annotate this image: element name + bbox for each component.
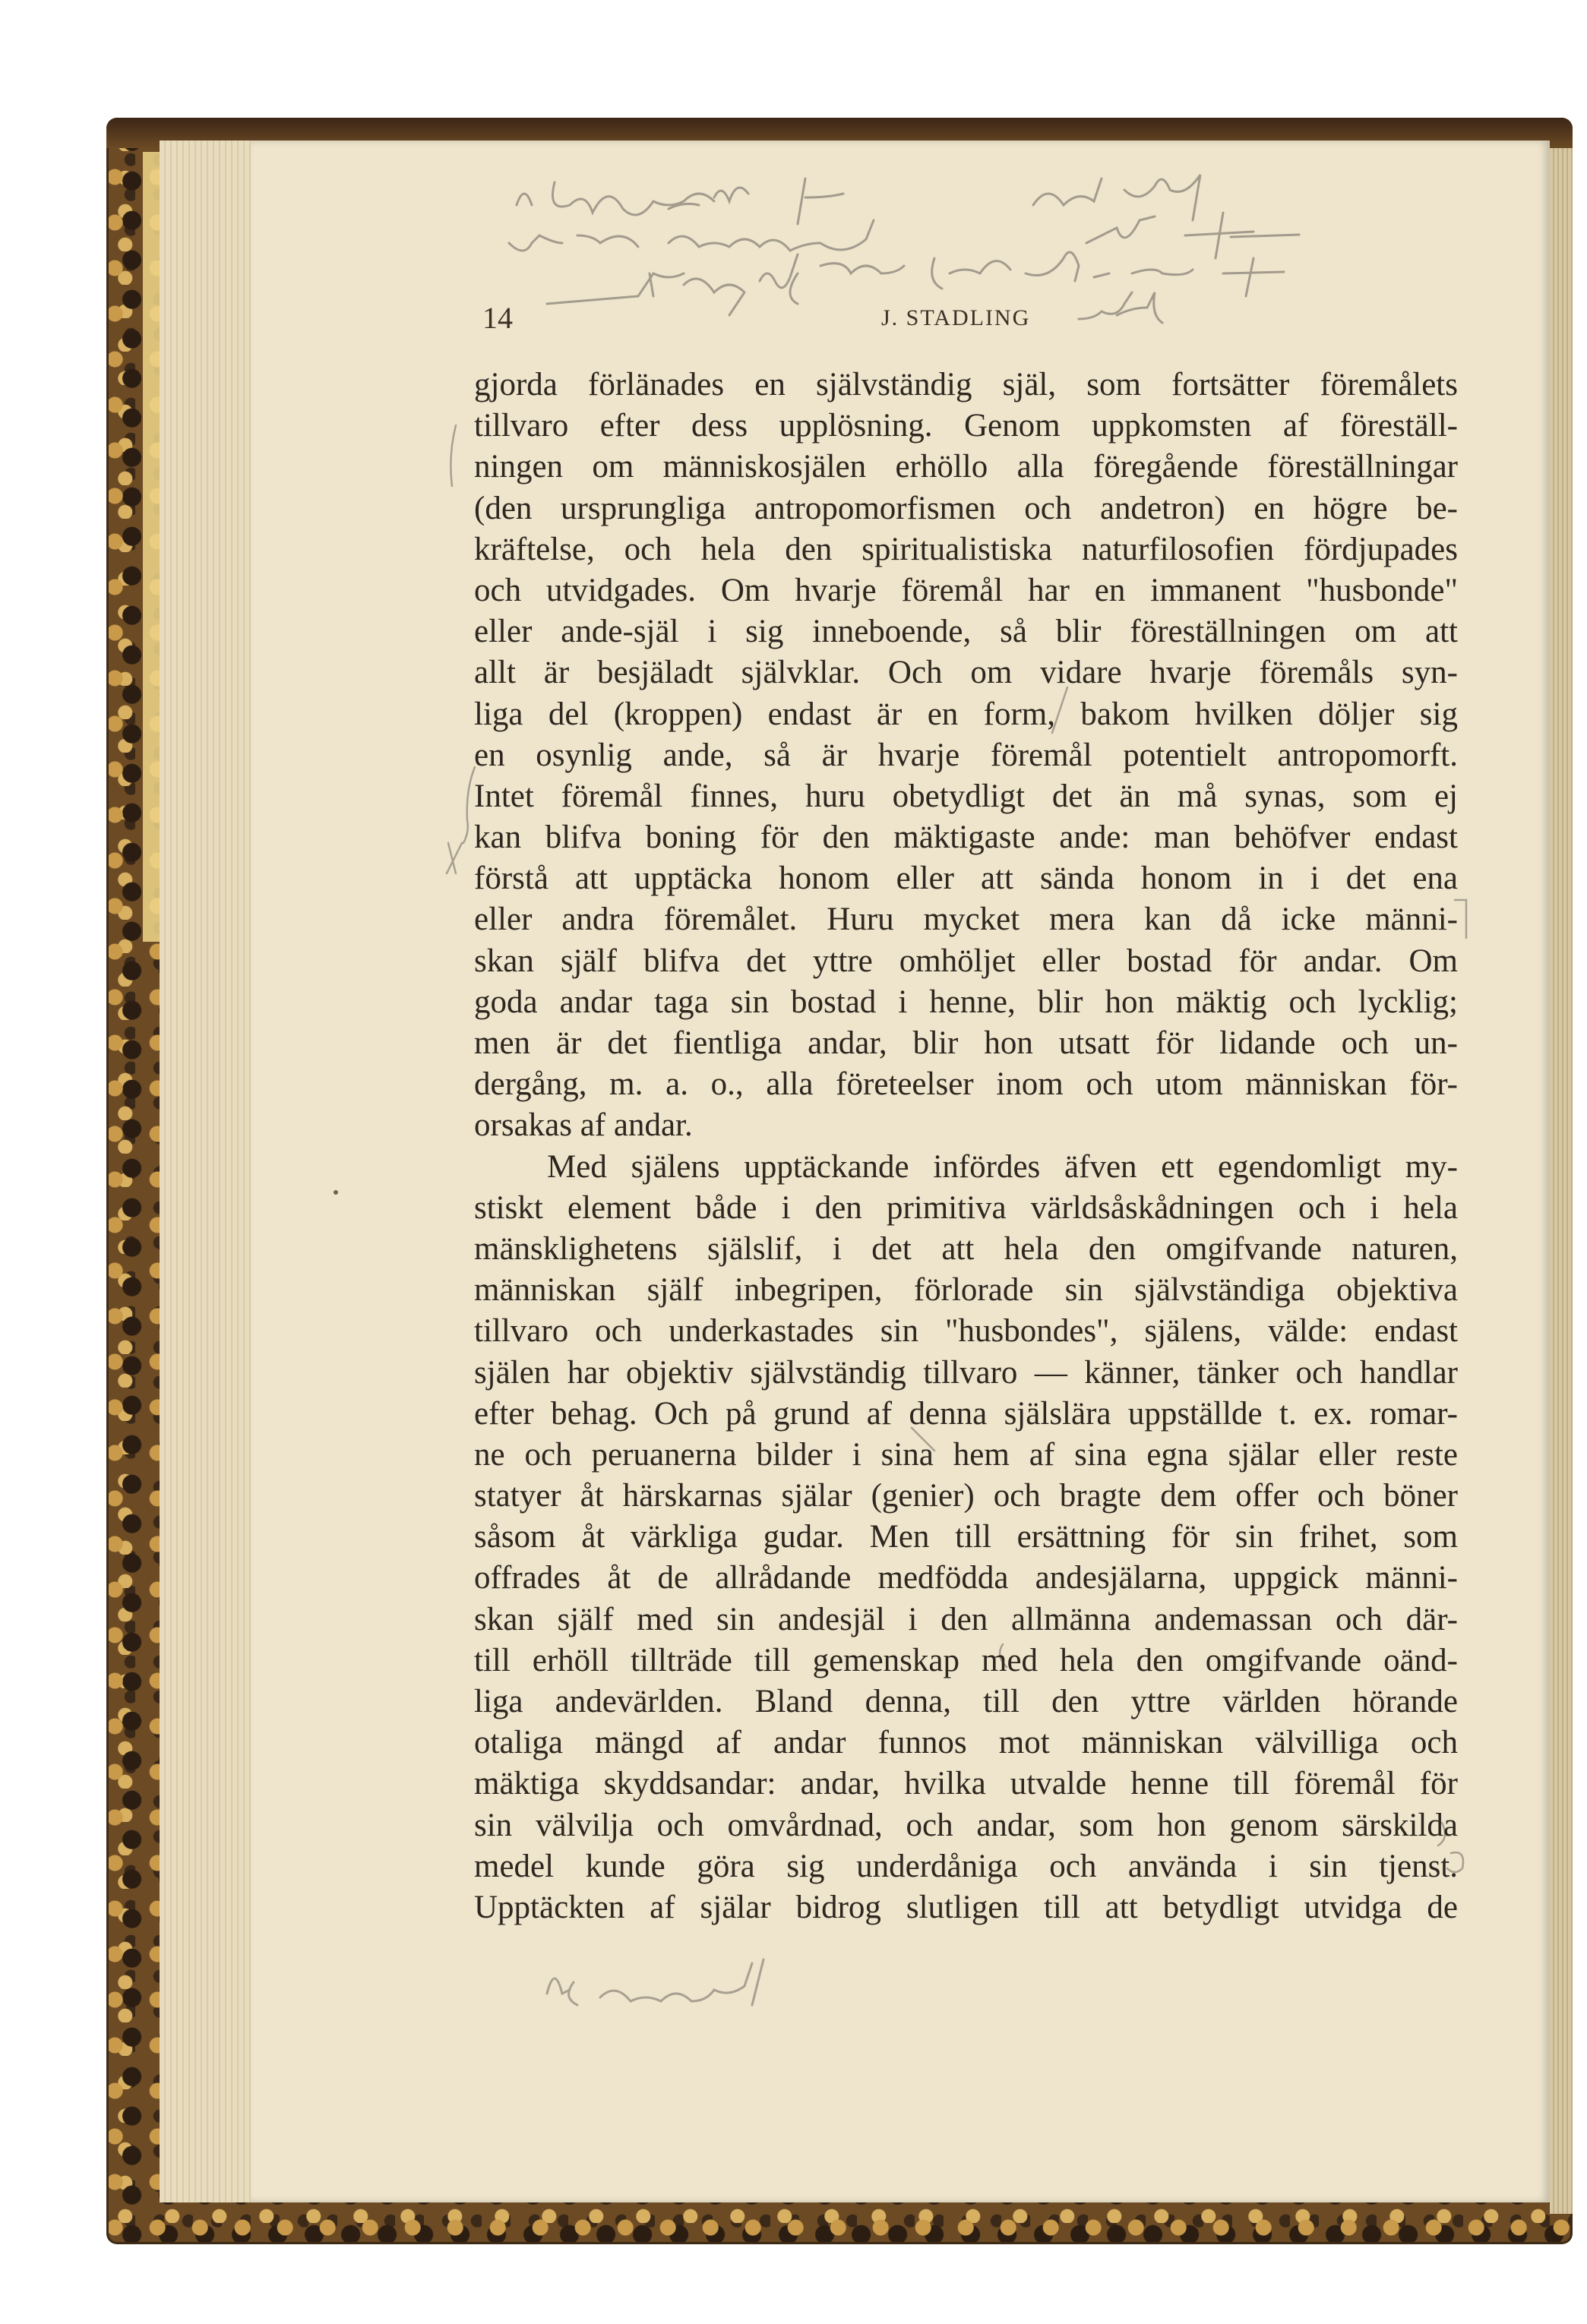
text-line: mänsklighetens själslif, i det att hela den omgifvande naturen,: [474, 1230, 1458, 1267]
text-line: förstå att upptäcka honom eller att sända honom in i det ena: [474, 860, 1458, 897]
text-line: otaliga mängd af andar funnos mot människan välvilliga och: [474, 1725, 1458, 1761]
text-line: såsom åt värkliga gudar. Men till ersättning för sin frihet, som: [474, 1519, 1458, 1555]
text-line: mäktiga skyddsandar: andar, hvilka utvalde henne till föremål för: [474, 1766, 1458, 1802]
text-line: Med själens upptäckande infördes äfven ett egendomligt my-: [547, 1148, 1458, 1185]
text-line: liga andevärlden. Bland denna, till den yttre världen hörande: [474, 1684, 1458, 1719]
text-line: dergång, m. a. o., alla företeelser inom och utom människan för-: [474, 1066, 1458, 1103]
text-line: men är det fientliga andar, blir hon utsatt för lidande och un-: [474, 1025, 1458, 1061]
text-line: ne och peruanerna bilder i sina hem af sina egna själar eller reste: [474, 1436, 1458, 1473]
text-line: Intet föremål finnes, huru obetydligt det än må synas, som ej: [474, 778, 1458, 814]
text-line: själen har objektiv självständig tillvaro — känner, tänker och handlar: [474, 1354, 1458, 1391]
text-line: allt är besjäladt självklar. Och om vidare hvarje föremåls syn-: [474, 655, 1458, 691]
text-line: eller andra föremålet. Huru mycket mera kan då icke männi-: [474, 901, 1458, 938]
text-line: stiskt element både i den primitiva världsåskådningen och i hela: [474, 1189, 1458, 1226]
text-line: tillvaro och underkastades sin "husbondes", själens, välde: endast: [474, 1313, 1458, 1350]
text-line: gjorda förlänades en självständig själ, som fortsätter föremålets: [474, 367, 1458, 403]
text-line: statyer åt härskarnas själar (genier) och bragte dem offer och böner: [474, 1478, 1458, 1514]
text-line: liga del (kroppen) endast är en form, bakom hvilken döljer sig: [474, 696, 1458, 732]
text-line: kräftelse, och hela den spiritualistiska naturfilosofien fördjupades: [474, 531, 1458, 567]
text-line: Upptäckten af själar bidrog slutligen till att betydligt utvidga de: [474, 1889, 1458, 1925]
text-line: medel kunde göra sig underdåniga och använda i sin tjenst.: [474, 1848, 1458, 1884]
text-line: en osynlig ande, så är hvarje föremål potentielt antropomorft.: [474, 737, 1458, 773]
paragraph-2: [474, 1147, 1458, 1929]
text-line: sin välvilja och omvårdnad, och andar, som hon genom särskilda: [474, 1807, 1458, 1843]
text-line: till erhöll tillträde till gemenskap med hela den omgifvande oänd-: [474, 1642, 1458, 1678]
text-line: efter behag. Och på grund af denna själslära uppställde t. ex. romar-: [474, 1395, 1458, 1432]
text-line: offrades åt de allrådande medfödda andesjälarna, uppgick männi-: [474, 1560, 1458, 1596]
text-line: skan själf med sin andesjäl i den allmänna andemassan och där-: [474, 1601, 1458, 1637]
page-number: 14: [482, 301, 513, 335]
text-line: (den ursprungliga antropomorfismen och andetron) en högre be-: [474, 490, 1458, 526]
text-line: och utvidgades. Om hvarje föremål har en immanent "husbonde": [474, 572, 1458, 608]
text-line: ningen om människosjälen erhöllo alla föregående föreställningar: [474, 449, 1458, 485]
running-head-author: J. STADLING: [881, 305, 1031, 330]
text-line: orsakas af andar.: [474, 1107, 693, 1144]
text-line: människan själf inbegripen, förlorade sin självständiga objektiva: [474, 1272, 1458, 1309]
page-edges-right: [1550, 148, 1573, 2214]
text-line: eller ande-själ i sig inneboende, så blir föreställningen om att: [474, 614, 1458, 650]
text-line: tillvaro efter dess upplösning. Genom uppkomsten af föreställ-: [474, 408, 1458, 444]
body-text: [474, 365, 1458, 1928]
text-line: goda andar taga sin bostad i henne, blir hon mäktig och lycklig;: [474, 984, 1458, 1020]
text-line: skan själf blifva det yttre omhöljet eller bostad för andar. Om: [474, 943, 1458, 979]
text-line: kan blifva boning för den mäktigaste ande: man behöfver endast: [474, 819, 1458, 856]
paragraph-1: [474, 365, 1458, 1147]
